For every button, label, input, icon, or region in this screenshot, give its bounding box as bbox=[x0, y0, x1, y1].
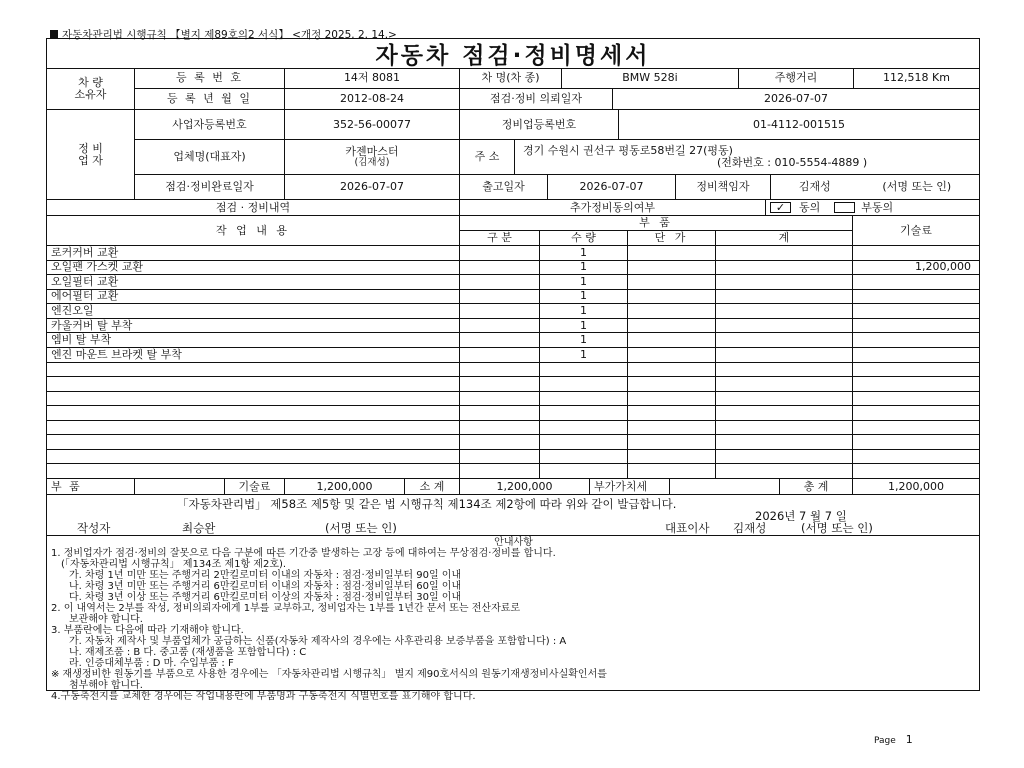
item-sum-cell bbox=[716, 261, 853, 276]
item-work-cell: 엔진 마운트 브라켓 탈 부착 bbox=[47, 348, 460, 363]
model-value: BMW 528i bbox=[562, 68, 739, 89]
item-kind-cell bbox=[460, 304, 540, 319]
item-labor-cell bbox=[853, 421, 979, 436]
issue-date: 2026년 7 월 7 일 bbox=[755, 509, 847, 523]
parts-total-value bbox=[135, 479, 225, 495]
biz-no-label: 사업자등록번호 bbox=[135, 110, 285, 140]
reg-no-label: 등 록 번 호 bbox=[135, 68, 285, 89]
qty-header: 수 량 bbox=[540, 231, 628, 246]
page-number: Page 1 bbox=[874, 733, 913, 746]
item-labor-cell bbox=[853, 435, 979, 450]
item-price-cell bbox=[628, 363, 716, 378]
item-sum-cell bbox=[716, 304, 853, 319]
item-qty-cell bbox=[540, 392, 628, 407]
parts-total-label: 부 품 bbox=[47, 479, 135, 495]
notes-title: 안내사항 bbox=[494, 537, 533, 548]
item-work-cell: 에어필터 교환 bbox=[47, 290, 460, 305]
price-header: 단 가 bbox=[628, 231, 716, 246]
item-sum-cell bbox=[716, 450, 853, 465]
consent-options bbox=[766, 200, 979, 216]
address-text: 경기 수원시 권선구 평동로58번길 27(평동) bbox=[523, 144, 733, 157]
manager-label: 정비책임자 bbox=[676, 175, 771, 200]
item-sum-cell bbox=[716, 319, 853, 334]
item-work-cell bbox=[47, 450, 460, 465]
item-sum-cell bbox=[716, 275, 853, 290]
item-kind-cell bbox=[460, 275, 540, 290]
item-sum-cell bbox=[716, 464, 853, 479]
item-price-cell bbox=[628, 348, 716, 363]
sum-header: 계 bbox=[716, 231, 853, 246]
ceo-name: 김재성 bbox=[733, 521, 767, 535]
item-qty-cell bbox=[540, 377, 628, 392]
item-kind-cell bbox=[460, 348, 540, 363]
item-price-cell bbox=[628, 406, 716, 421]
item-qty-cell bbox=[540, 450, 628, 465]
request-date-label: 점검·정비 의뢰일자 bbox=[460, 89, 613, 110]
item-labor-cell bbox=[853, 450, 979, 465]
item-price-cell bbox=[628, 290, 716, 305]
ceo-sign: (서명 또는 인) bbox=[801, 521, 873, 535]
item-work-cell bbox=[47, 435, 460, 450]
maintenance-statement-form bbox=[46, 38, 980, 702]
item-price-cell bbox=[628, 275, 716, 290]
consent-label: 추가정비동의여부 bbox=[460, 200, 766, 216]
labor-header: 기술료 bbox=[853, 216, 979, 246]
mileage-label: 주행거리 bbox=[739, 68, 854, 89]
note-line: 3. 부품란에는 다음에 따라 기재해야 합니다. bbox=[51, 625, 244, 636]
square-bullet-icon bbox=[50, 30, 58, 38]
owner-section-label: 차 량 소유자 bbox=[47, 68, 135, 110]
total-value: 1,200,000 bbox=[853, 479, 979, 495]
certification-statement: 「자동차관리법」 제58조 제5항 및 같은 법 시행규칙 제134조 제2항에 따라 위와 같이 발급합니다. bbox=[177, 497, 677, 511]
item-price-cell bbox=[628, 435, 716, 450]
note-line: 1. 정비업자가 점검·정비의 잘못으로 다음 구분에 따른 기간중 발생하는 고장 등에 대하여는 무상점검·정비를 합니다. bbox=[51, 548, 556, 559]
company-rep: (김재성) bbox=[354, 157, 390, 168]
item-sum-cell bbox=[716, 246, 853, 261]
shop-reg-value: 01-4112-001515 bbox=[619, 110, 979, 140]
form-title: 자동차 점검·정비명세서 bbox=[47, 39, 979, 69]
item-qty-cell bbox=[540, 435, 628, 450]
writer-sign: (서명 또는 인) bbox=[325, 521, 397, 535]
item-price-cell bbox=[628, 421, 716, 436]
item-price-cell bbox=[628, 246, 716, 261]
biz-no-value: 352-56-00077 bbox=[285, 110, 460, 140]
item-price-cell bbox=[628, 392, 716, 407]
item-sum-cell bbox=[716, 377, 853, 392]
item-sum-cell bbox=[716, 421, 853, 436]
disagree-checkbox[interactable] bbox=[834, 202, 855, 213]
item-sum-cell bbox=[716, 333, 853, 348]
note-line: 다. 차령 3년 이상 또는 주행거리 6만킬로미터 이상의 자동차 : 점검·정비일부터 30일 이내 bbox=[69, 592, 462, 603]
item-work-cell: 카울커버 탈 부착 bbox=[47, 319, 460, 334]
item-price-cell bbox=[628, 377, 716, 392]
item-work-cell: 엔진오일 bbox=[47, 304, 460, 319]
shop-section-label: 정 비 업 자 bbox=[47, 110, 135, 200]
notes-section bbox=[51, 537, 976, 702]
note-line: 나. 차령 3년 미만 또는 주행거리 6만킬로미터 이내의 자동차 : 점검·정비일부터 60일 이내 bbox=[69, 581, 462, 592]
item-labor-cell bbox=[853, 319, 979, 334]
mileage-value: 112,518 Km bbox=[854, 68, 979, 89]
item-labor-cell bbox=[853, 348, 979, 363]
item-work-cell: 오일팬 가스켓 교환 bbox=[47, 261, 460, 276]
complete-date-value: 2026-07-07 bbox=[285, 175, 460, 200]
item-kind-cell bbox=[460, 392, 540, 407]
item-sum-cell bbox=[716, 392, 853, 407]
request-date-value: 2026-07-07 bbox=[613, 89, 979, 110]
item-sum-cell bbox=[716, 406, 853, 421]
note-line: ※ 재생정비한 원동기를 부품으로 사용한 경우에는 「자동차관리법 시행규칙」 별지 제90호서식의 원동기재생정비사실확인서를 bbox=[51, 669, 607, 680]
agree-checkbox[interactable]: ✓ bbox=[770, 202, 791, 213]
item-qty-cell bbox=[540, 406, 628, 421]
company-label: 업체명(대표자) bbox=[135, 140, 285, 175]
kind-header: 구 분 bbox=[460, 231, 540, 246]
item-work-cell bbox=[47, 392, 460, 407]
parts-header: 부 품 bbox=[460, 216, 853, 231]
item-work-cell bbox=[47, 421, 460, 436]
item-kind-cell bbox=[460, 406, 540, 421]
shop-reg-label: 정비업등록번호 bbox=[460, 110, 619, 140]
note-line: (「자동차관리법 시행규칙」 제134조 제1항 제2호). bbox=[61, 559, 287, 570]
note-line: 나. 재제조품 : B 다. 중고품 (재생품을 포함합니다) : C bbox=[69, 647, 307, 658]
item-price-cell bbox=[628, 333, 716, 348]
item-sum-cell bbox=[716, 363, 853, 378]
item-labor-cell bbox=[853, 275, 979, 290]
item-labor-cell: 1,200,000 bbox=[853, 261, 979, 276]
item-labor-cell bbox=[853, 333, 979, 348]
address-value bbox=[515, 140, 979, 175]
item-qty-cell bbox=[540, 464, 628, 479]
item-qty-cell: 1 bbox=[540, 348, 628, 363]
reg-no-value: 14저 8081 bbox=[285, 68, 460, 89]
item-price-cell bbox=[628, 464, 716, 479]
labor-total-label: 기술료 bbox=[225, 479, 285, 495]
subtotal-label: 소 계 bbox=[405, 479, 460, 495]
item-qty-cell: 1 bbox=[540, 275, 628, 290]
item-labor-cell bbox=[853, 377, 979, 392]
item-kind-cell bbox=[460, 363, 540, 378]
note-line: 보관해야 합니다. bbox=[69, 614, 143, 625]
item-kind-cell bbox=[460, 450, 540, 465]
item-labor-cell bbox=[853, 406, 979, 421]
item-work-cell bbox=[47, 464, 460, 479]
item-labor-cell bbox=[853, 304, 979, 319]
manager-sign: (서명 또는 인) bbox=[882, 180, 952, 193]
item-price-cell bbox=[628, 304, 716, 319]
note-line: 가. 자동차 제작사 및 부품업체가 공급하는 신품(자동차 제작사의 경우에는 사후관리용 보증부품을 포함합니다) : A bbox=[69, 636, 567, 647]
release-date-label: 출고일자 bbox=[460, 175, 548, 200]
model-label: 차 명(차 종) bbox=[460, 68, 562, 89]
item-sum-cell bbox=[716, 348, 853, 363]
item-work-cell bbox=[47, 377, 460, 392]
release-date-value: 2026-07-07 bbox=[548, 175, 676, 200]
note-line: 가. 차령 1년 미만 또는 주행거리 2만킬로미터 이내의 자동차 : 점검·정비일부터 90일 이내 bbox=[69, 570, 462, 581]
item-labor-cell bbox=[853, 363, 979, 378]
labor-total-value: 1,200,000 bbox=[285, 479, 405, 495]
item-work-cell bbox=[47, 406, 460, 421]
item-qty-cell: 1 bbox=[540, 290, 628, 305]
details-label: 점검 · 정비내역 bbox=[47, 200, 460, 216]
note-line: 4.구동축전지를 교체한 경우에는 작업내용란에 부품명과 구동축전지 식별번호를 표기해야 합니다. bbox=[51, 691, 476, 702]
reg-date-label: 등 록 년 월 일 bbox=[135, 89, 285, 110]
item-qty-cell: 1 bbox=[540, 304, 628, 319]
item-qty-cell bbox=[540, 363, 628, 378]
item-kind-cell bbox=[460, 421, 540, 436]
item-qty-cell: 1 bbox=[540, 261, 628, 276]
item-kind-cell bbox=[460, 377, 540, 392]
item-kind-cell bbox=[460, 290, 540, 305]
notes-divider bbox=[47, 535, 979, 536]
disagree-label: 부동의 bbox=[861, 200, 894, 214]
item-kind-cell bbox=[460, 333, 540, 348]
company-value bbox=[285, 140, 460, 175]
phone-text: (전화번호 : 010-5554-4889 ) bbox=[717, 156, 868, 169]
writer-name: 최승완 bbox=[182, 521, 216, 535]
item-kind-cell bbox=[460, 435, 540, 450]
item-price-cell bbox=[628, 261, 716, 276]
manager-value bbox=[771, 175, 979, 200]
vat-label: 부가가치세 bbox=[590, 479, 670, 495]
note-line: 첨부해야 합니다. bbox=[69, 680, 143, 691]
item-work-cell bbox=[47, 363, 460, 378]
item-qty-cell: 1 bbox=[540, 246, 628, 261]
item-qty-cell bbox=[540, 421, 628, 436]
vat-value bbox=[670, 479, 780, 495]
company-name: 카젠마스터 bbox=[345, 145, 399, 158]
item-labor-cell bbox=[853, 246, 979, 261]
item-kind-cell bbox=[460, 261, 540, 276]
item-work-cell: 엠비 탈 부착 bbox=[47, 333, 460, 348]
item-qty-cell: 1 bbox=[540, 319, 628, 334]
item-kind-cell bbox=[460, 246, 540, 261]
form-reference: 자동차관리법 시행규칙 【별지 제89호의2 서식】 <개정 2025. 2. 14.> bbox=[50, 27, 397, 42]
note-line: 라. 인증대체부품 : D 마. 수입부품 : F bbox=[69, 658, 234, 669]
manager-name: 김재성 bbox=[798, 180, 831, 193]
item-labor-cell bbox=[853, 464, 979, 479]
item-work-cell: 오일필터 교환 bbox=[47, 275, 460, 290]
ceo-label: 대표이사 bbox=[665, 521, 710, 535]
item-kind-cell bbox=[460, 464, 540, 479]
item-sum-cell bbox=[716, 290, 853, 305]
item-qty-cell: 1 bbox=[540, 333, 628, 348]
item-labor-cell bbox=[853, 392, 979, 407]
complete-date-label: 점검·정비완료일자 bbox=[135, 175, 285, 200]
address-label: 주 소 bbox=[460, 140, 515, 175]
subtotal-value: 1,200,000 bbox=[460, 479, 590, 495]
item-kind-cell bbox=[460, 319, 540, 334]
total-label: 총 계 bbox=[780, 479, 853, 495]
item-price-cell bbox=[628, 450, 716, 465]
reg-date-value: 2012-08-24 bbox=[285, 89, 460, 110]
item-labor-cell bbox=[853, 290, 979, 305]
work-header: 작 업 내 용 bbox=[47, 216, 460, 246]
item-sum-cell bbox=[716, 435, 853, 450]
item-price-cell bbox=[628, 319, 716, 334]
item-work-cell: 로커커버 교환 bbox=[47, 246, 460, 261]
writer-label: 작성자 bbox=[77, 521, 111, 535]
note-line: 2. 이 내역서는 2부를 작성, 정비의뢰자에게 1부를 교부하고, 정비업자는 1부를 1년간 문서 또는 전산자료로 bbox=[51, 603, 521, 614]
agree-label: 동의 bbox=[799, 200, 821, 214]
